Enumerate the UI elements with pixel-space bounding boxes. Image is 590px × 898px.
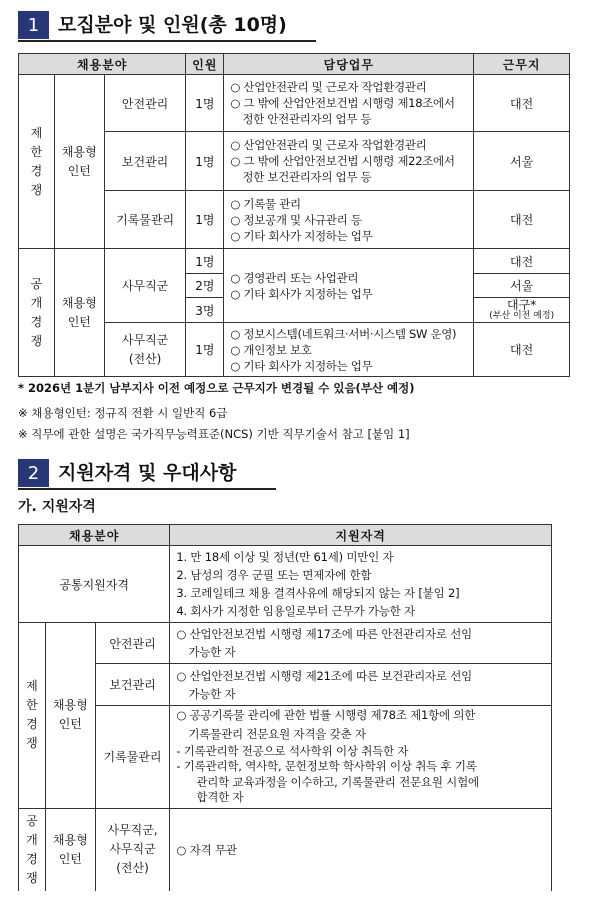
section1-underline — [18, 40, 316, 42]
duty-line: ○ 산업안전관리 및 근로자 작업환경관리 — [230, 80, 427, 94]
location-records: 대전 — [474, 191, 570, 249]
count-office-it: 1명 — [186, 323, 224, 377]
common-label: 공통지원자격 — [19, 546, 170, 623]
duty-line: ○ 기록물 관리 — [230, 196, 301, 211]
subsection-title: 가. 지원자격 — [18, 499, 96, 515]
qual-line: - 기록관리학 전공으로 석사학위 이상 취득한 자 — [176, 743, 409, 758]
qual-records — [170, 706, 552, 809]
common-qualifications — [170, 546, 552, 623]
count-records: 1명 — [186, 191, 224, 249]
note-intern: ※ 채용형인턴: 정규직 전환 시 일반직 6급 — [18, 406, 228, 420]
header-location: 근무지 — [474, 54, 570, 75]
group-open: 공 개 경 쟁 — [19, 249, 55, 377]
duty-line: ○ 개인정보 보호 — [230, 342, 312, 357]
location-office-3 — [474, 298, 570, 323]
location-office-1: 대전 — [474, 249, 570, 274]
count-office-3: 3명 — [186, 298, 224, 323]
qual-line: 1. 만 18세 이상 및 정년(만 61세) 미만인 자 — [176, 550, 394, 564]
duty-office-it — [224, 323, 474, 377]
duty-line: ○ 경영관리 또는 사업관리 — [230, 270, 359, 285]
qual-office — [170, 808, 552, 891]
qual-health — [170, 664, 552, 706]
section2-title: 지원자격 및 우대사항 — [58, 462, 237, 484]
duty-line: ○ 정보공개 및 사규관리 등 — [230, 212, 362, 227]
qualification-table — [18, 524, 552, 891]
location-daegu: 대구* — [507, 297, 537, 312]
field-office-2: 사무직군, 사무직군 (전산) — [95, 808, 170, 891]
group-restricted: 제 한 경 쟁 — [19, 75, 55, 249]
count-safety: 1명 — [186, 75, 224, 132]
type-intern-2: 채용형 인턴 — [45, 623, 95, 809]
qual-line: 가능한 자 — [188, 645, 236, 659]
duty-health — [224, 132, 474, 191]
header-field-2: 채용분야 — [19, 525, 170, 546]
location-office-it: 대전 — [474, 323, 570, 377]
qual-line: 기록물관리 전문요원 자격을 갖춘 자 — [188, 726, 366, 741]
duty-line: ○ 그 밖에 산업안전보건법 시행령 제22조에서 — [230, 154, 455, 168]
header-field: 채용분야 — [19, 54, 186, 75]
count-health: 1명 — [186, 132, 224, 191]
type-intern: 채용형 인턴 — [54, 75, 104, 249]
type-intern-open: 채용형 인턴 — [54, 249, 104, 377]
type-intern-open-2: 채용형 인턴 — [45, 808, 95, 891]
header-count: 인원 — [186, 54, 224, 75]
group-open-2: 공 개 경 쟁 — [19, 808, 46, 891]
qual-line: ○ 공공기록물 관리에 관한 법률 시행령 제78조 제1항에 의한 — [176, 708, 476, 722]
recruitment-table — [18, 53, 570, 377]
qual-line: ○ 산업안전보건법 시행령 제21조에 따른 보건관리자로 선임 — [176, 668, 473, 683]
duty-safety — [224, 75, 474, 132]
field-office: 사무직군 — [104, 249, 186, 323]
section1-number: 1 — [18, 11, 49, 39]
duty-office — [224, 249, 474, 323]
location-safety: 대전 — [474, 75, 570, 132]
duty-line: 정한 보건관리자의 업무 등 — [242, 170, 372, 184]
duty-line: ○ 정보시스템(네트워크·서버·시스템 SW 운영) — [230, 326, 457, 341]
section2-header — [18, 458, 236, 487]
qual-line: ○ 산업안전보건법 시행령 제17조에 따른 안전관리자로 선임 — [176, 627, 473, 641]
field-health-2: 보건관리 — [95, 664, 170, 706]
qual-line: ○ 자격 무관 — [176, 842, 237, 857]
header-duty: 담당업무 — [224, 54, 474, 75]
qual-line: 가능한 자 — [188, 686, 236, 701]
qual-line: 2. 남성의 경우 군필 또는 면제자에 한함 — [176, 568, 372, 582]
duty-line: ○ 산업안전관리 및 근로자 작업환경관리 — [230, 138, 427, 152]
qual-line: - 기록관리학, 역사학, 문헌정보학 학사학위 이상 취득 후 기록 — [176, 759, 477, 773]
duty-line: ○ 그 밖에 산업안전보건법 시행령 제18조에서 — [230, 96, 455, 110]
duty-line: ○ 기타 회사가 지정하는 업무 — [230, 228, 373, 243]
qual-line: 합격한 자 — [196, 790, 244, 804]
location-office-2: 서울 — [474, 274, 570, 298]
section1-header — [18, 10, 287, 39]
header-qualification: 지원자격 — [170, 525, 552, 546]
qual-line: 3. 코레일테크 채용 결격사유에 해당되지 않는 자 [붙임 2] — [176, 586, 460, 600]
field-records-2: 기록물관리 — [95, 706, 170, 809]
section1-title: 모집분야 및 인원(총 10명) — [58, 14, 287, 36]
group-restricted-2: 제 한 경 쟁 — [19, 623, 46, 809]
qual-safety — [170, 623, 552, 664]
note-relocation: * 2026년 1분기 남부지사 이전 예정으로 근무지가 변경될 수 있음(부산 예정) — [18, 381, 415, 395]
field-safety: 안전관리 — [104, 75, 186, 132]
field-safety-2: 안전관리 — [95, 623, 170, 664]
field-records: 기록물관리 — [104, 191, 186, 249]
count-office-1: 1명 — [186, 249, 224, 274]
qual-line: 관리학 교육과정을 이수하고, 기록물관리 전문요원 시험에 — [196, 774, 479, 789]
field-office-it: 사무직군 (전산) — [104, 323, 186, 377]
section2-underline — [18, 488, 276, 490]
duty-line: 정한 안전관리자의 업무 등 — [242, 112, 372, 126]
duty-records — [224, 191, 474, 249]
field-health: 보건관리 — [104, 132, 186, 191]
section2-number: 2 — [18, 459, 49, 487]
qual-line: 4. 회사가 지정한 임용일로부터 근무가 가능한 자 — [176, 604, 415, 618]
location-health: 서울 — [474, 132, 570, 191]
duty-line: ○ 기타 회사가 지정하는 업무 — [230, 286, 373, 301]
note-ncs: ※ 직무에 관한 설명은 국가직무능력표준(NCS) 기반 직무기술서 참고 [붙임 1] — [18, 427, 410, 441]
count-office-2: 2명 — [186, 274, 224, 298]
duty-line: ○ 기타 회사가 지정하는 업무 — [230, 358, 373, 373]
location-note: (부산 이전 예정) — [489, 310, 555, 321]
